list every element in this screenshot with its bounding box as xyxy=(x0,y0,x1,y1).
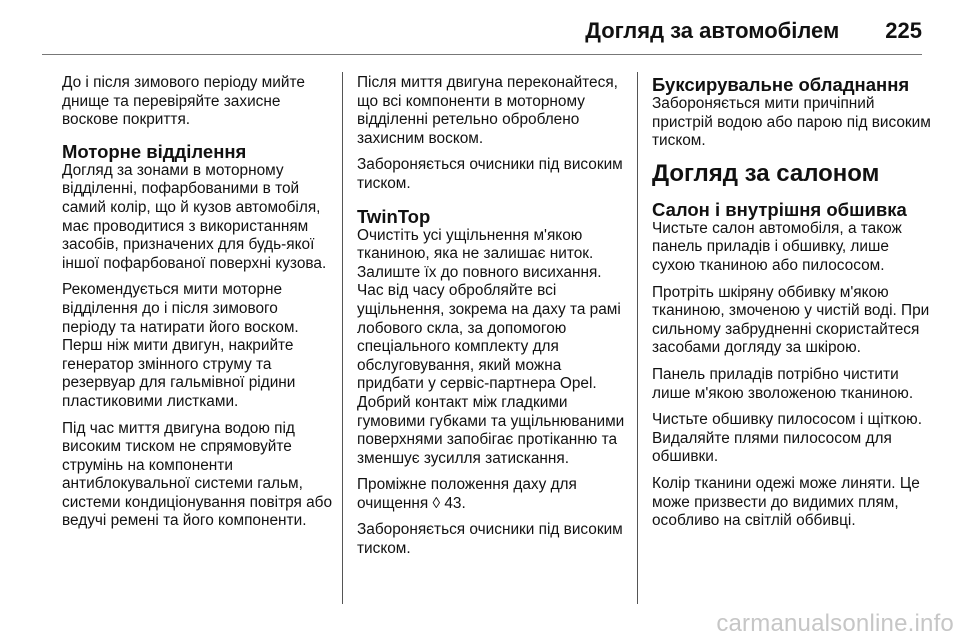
twintop-paragraph-1: Очистіть усі ущільнення м'якою тканиною, яка не залишає ниток. Залиште їх до повного висихання. Час від часу обробляйте всі ущільнення, зокрема на даху та рамі лобового скла, за допомогою спеціального комплекту для обслуговування, який можна придбати у сервіс-партнера Opel. Добрий контакт між гладкими гумовими губками та ущільнюваними поверхнями запобігає протіканню та зменшує зусилля затискання. xyxy=(357,226,625,467)
engine-paragraph-3: Під час миття двигуна водою під високим тиском не спрямовуйте струмінь на компоненти антиблокувальної системи гальм, системи кондиціонування повітря або ведучі ремені та його компоненти. xyxy=(62,419,333,530)
column-1 xyxy=(62,74,334,539)
page-number: 225 xyxy=(885,18,922,43)
engine-paragraph-1: Догляд за зонами в моторному відділенні, пофарбованими в той самий колір, що й кузов автомобіля, має проводитися з використанням засобів, призначених для будь-якої іншої пофарбованої поверхні кузова. xyxy=(62,161,327,272)
upholstery-paragraph-1: Чистьте салон автомобіля, а також панель приладів і обшивку, лише сухою тканиною або пилососом. xyxy=(652,219,902,274)
column-2 xyxy=(357,74,629,567)
heading-interior-care: Догляд за салоном xyxy=(652,159,880,187)
heading-towing-equipment: Буксирувальне обладнання xyxy=(652,74,910,95)
towing-paragraph: Забороняється мити причіпний пристрій водою або парою під високим тиском. xyxy=(652,95,931,150)
intro-paragraph: До і після зимового періоду мийте днище та перевіряйте захисне воскове покриття. xyxy=(62,74,305,129)
engine-paragraph-2: Рекомендується мити моторне відділення до і після зимового періоду та натирати його воском. Перш ніж мити двигун, накрийте генератор змінного струму та резервуар для гальмівної рідини пластиковими листками. xyxy=(62,281,299,410)
heading-twintop: TwinTop xyxy=(357,205,431,227)
upholstery-paragraph-2: Протріть шкіряну оббивку м'якою тканиною, змоченою у чистій воді. При сильному забрудненні скористайтеся засобами догляду за шкірою. xyxy=(652,283,930,357)
column-3 xyxy=(652,74,934,539)
watermark: carmanualsonline.info xyxy=(716,610,954,637)
upholstery-paragraph-5: Колір тканини одежі може линяти. Це може призвести до видимих плям, особливо на світлій оббивці. xyxy=(652,474,920,530)
after-wash-paragraph: Після миття двигуна переконайтеся, що всі компоненти в моторному відділенні ретельно оброблено захисним воском. xyxy=(357,74,618,147)
high-pressure-warning-2: Забороняється очисники під високим тиском. xyxy=(357,521,623,558)
high-pressure-warning-1: Забороняється очисники під високим тиском. xyxy=(357,156,623,192)
twintop-paragraph-2: Проміжне положення даху для очищення ◊ 43. xyxy=(357,476,577,512)
header-divider xyxy=(42,54,922,55)
upholstery-paragraph-4: Чистьте обшивку пилососом і щіткою. Видаляйте плями пилососом для обшивки. xyxy=(652,411,922,466)
page-header xyxy=(585,14,922,48)
upholstery-paragraph-3: Панель приладів потрібно чистити лише м'якою зволоженою тканиною. xyxy=(652,365,914,402)
heading-engine-compartment: Моторне відділення xyxy=(62,140,247,162)
column-divider-1 xyxy=(342,72,343,604)
page-title: Догляд за автомобілем xyxy=(585,18,840,43)
column-divider-2 xyxy=(637,72,638,604)
heading-interior-upholstery: Салон і внутрішня обшивка xyxy=(652,198,907,220)
